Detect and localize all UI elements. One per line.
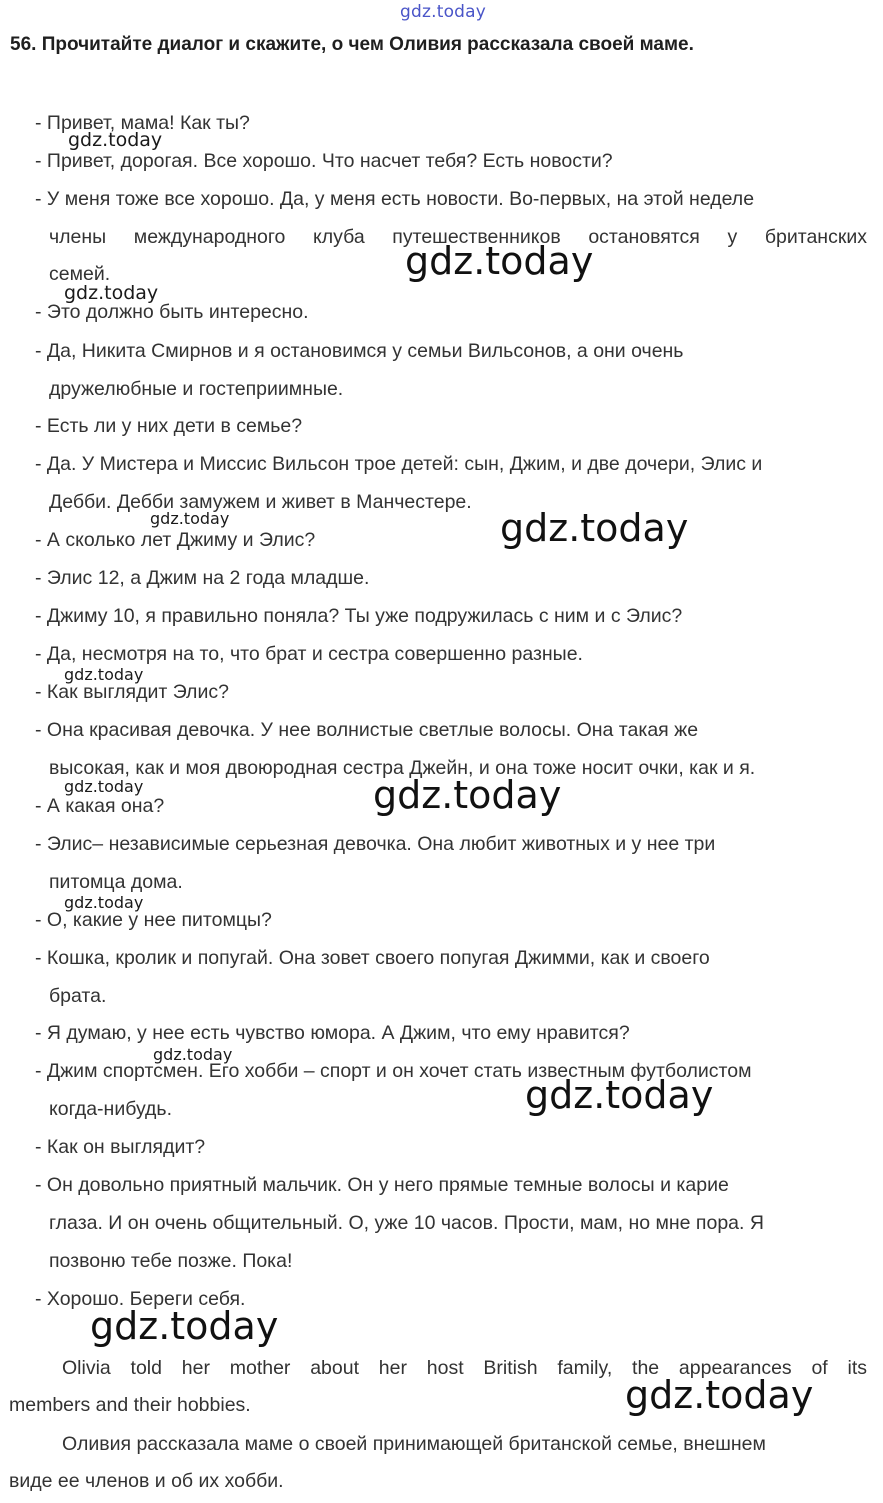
dialog-line: - Да. У Мистера и Миссис Вильсон трое детей: сын, Джим, и две дочери, Элис и — [35, 453, 763, 475]
dialog-line: когда-нибудь. — [49, 1098, 173, 1120]
watermark-small: gdz.today — [64, 777, 144, 796]
dialog-line: - Привет, дорогая. Все хорошо. Что насчет тебя? Есть новости? — [35, 150, 613, 172]
dialog-line: высокая, как и моя двоюродная сестра Джейн, и она тоже носит очки, как и я. — [49, 757, 756, 779]
dialog-line: - Это должно быть интересно. — [35, 301, 309, 323]
watermark-small: gdz.today — [153, 1045, 233, 1064]
dialog-line: - Хорошо. Береги себя. — [35, 1288, 246, 1310]
dialog-line: - Кошка, кролик и попугай. Она зовет своего попугая Джимми, как и своего — [35, 947, 710, 969]
dialog-line: глаза. И он очень общительный. О, уже 10 часов. Прости, мам, но мне пора. Я — [49, 1212, 764, 1234]
dialog-line: - Элис– независимые серьезная девочка. Она любит животных и у нее три — [35, 833, 716, 855]
dialog-line: - Она красивая девочка. У нее волнистые светлые волосы. Она такая же — [35, 719, 699, 741]
dialog-line: брата. — [49, 985, 107, 1007]
dialog-line: питомца дома. — [49, 871, 183, 893]
dialog-line: - У меня тоже все хорошо. Да, у меня есть новости. Во-первых, на этой неделе — [35, 188, 755, 210]
dialog-line: - Да, несмотря на то, что брат и сестра совершенно разные. — [35, 643, 583, 665]
dialog-line: - Элис 12, а Джим на 2 года младше. — [35, 567, 370, 589]
dialog-line: дружелюбные и гостеприимные. — [49, 378, 344, 400]
dialog-line: - Как выглядит Элис? — [35, 681, 229, 703]
watermark-small: gdz.today — [150, 509, 230, 528]
watermark-small: gdz.today — [68, 129, 163, 151]
dialog-line: Дебби. Дебби замужем и живет в Манчестере. — [49, 491, 472, 513]
dialog-line: семей. — [49, 263, 111, 285]
dialog-line: - А какая она? — [35, 795, 165, 817]
dialog-line: - О, какие у нее питомцы? — [35, 909, 272, 931]
watermark-small: gdz.today — [64, 893, 144, 912]
dialog-line: - Джиму 10, я правильно поняла? Ты уже подружилась с ним и с Элис? — [35, 605, 683, 627]
watermark-big: gdz.today — [625, 1373, 814, 1417]
dialog-line: - Он довольно приятный мальчик. Он у него прямые темные волосы и карие — [35, 1174, 729, 1196]
watermark-big: gdz.today — [90, 1304, 279, 1348]
dialog-line: позвоню тебе позже. Пока! — [49, 1250, 293, 1272]
watermark-small: gdz.today — [64, 282, 159, 304]
dialog-line: - Да, Никита Смирнов и я остановимся у семьи Вильсонов, а они очень — [35, 340, 684, 362]
answer-line: виде ее членов и об их хобби. — [9, 1470, 284, 1492]
dialog-line: члены международного клуба путешественников остановятся у британских — [49, 226, 867, 248]
dialog-line: - Привет, мама! Как ты? — [35, 112, 250, 134]
dialog-line: - Есть ли у них дети в семье? — [35, 415, 303, 437]
dialog-line: - Джим спортсмен. Его хобби – спорт и он хочет стать известным футболистом — [35, 1060, 752, 1082]
watermark-big: gdz.today — [405, 239, 594, 283]
watermark-big: gdz.today — [525, 1073, 714, 1117]
dialog-line: - А сколько лет Джиму и Элис? — [35, 529, 316, 551]
watermark-big: gdz.today — [373, 773, 562, 817]
answer-line: members and their hobbies. — [9, 1394, 251, 1416]
answer-line: Оливия рассказала маме о своей принимающей британской семье, внешнем — [62, 1433, 766, 1455]
watermark-big: gdz.today — [500, 506, 689, 550]
answer-line: Olivia told her mother about her host British family, the appearances of its — [62, 1357, 867, 1379]
dialog-line: - Я думаю, у нее есть чувство юмора. А Джим, что ему нравится? — [35, 1022, 630, 1044]
task-title: 56. Прочитайте диалог и скажите, о чем Оливия рассказала своей маме. — [10, 34, 694, 55]
watermark-small: gdz.today — [64, 665, 144, 684]
dialog-line: - Как он выглядит? — [35, 1136, 206, 1158]
top-watermark: gdz.today — [400, 2, 487, 22]
